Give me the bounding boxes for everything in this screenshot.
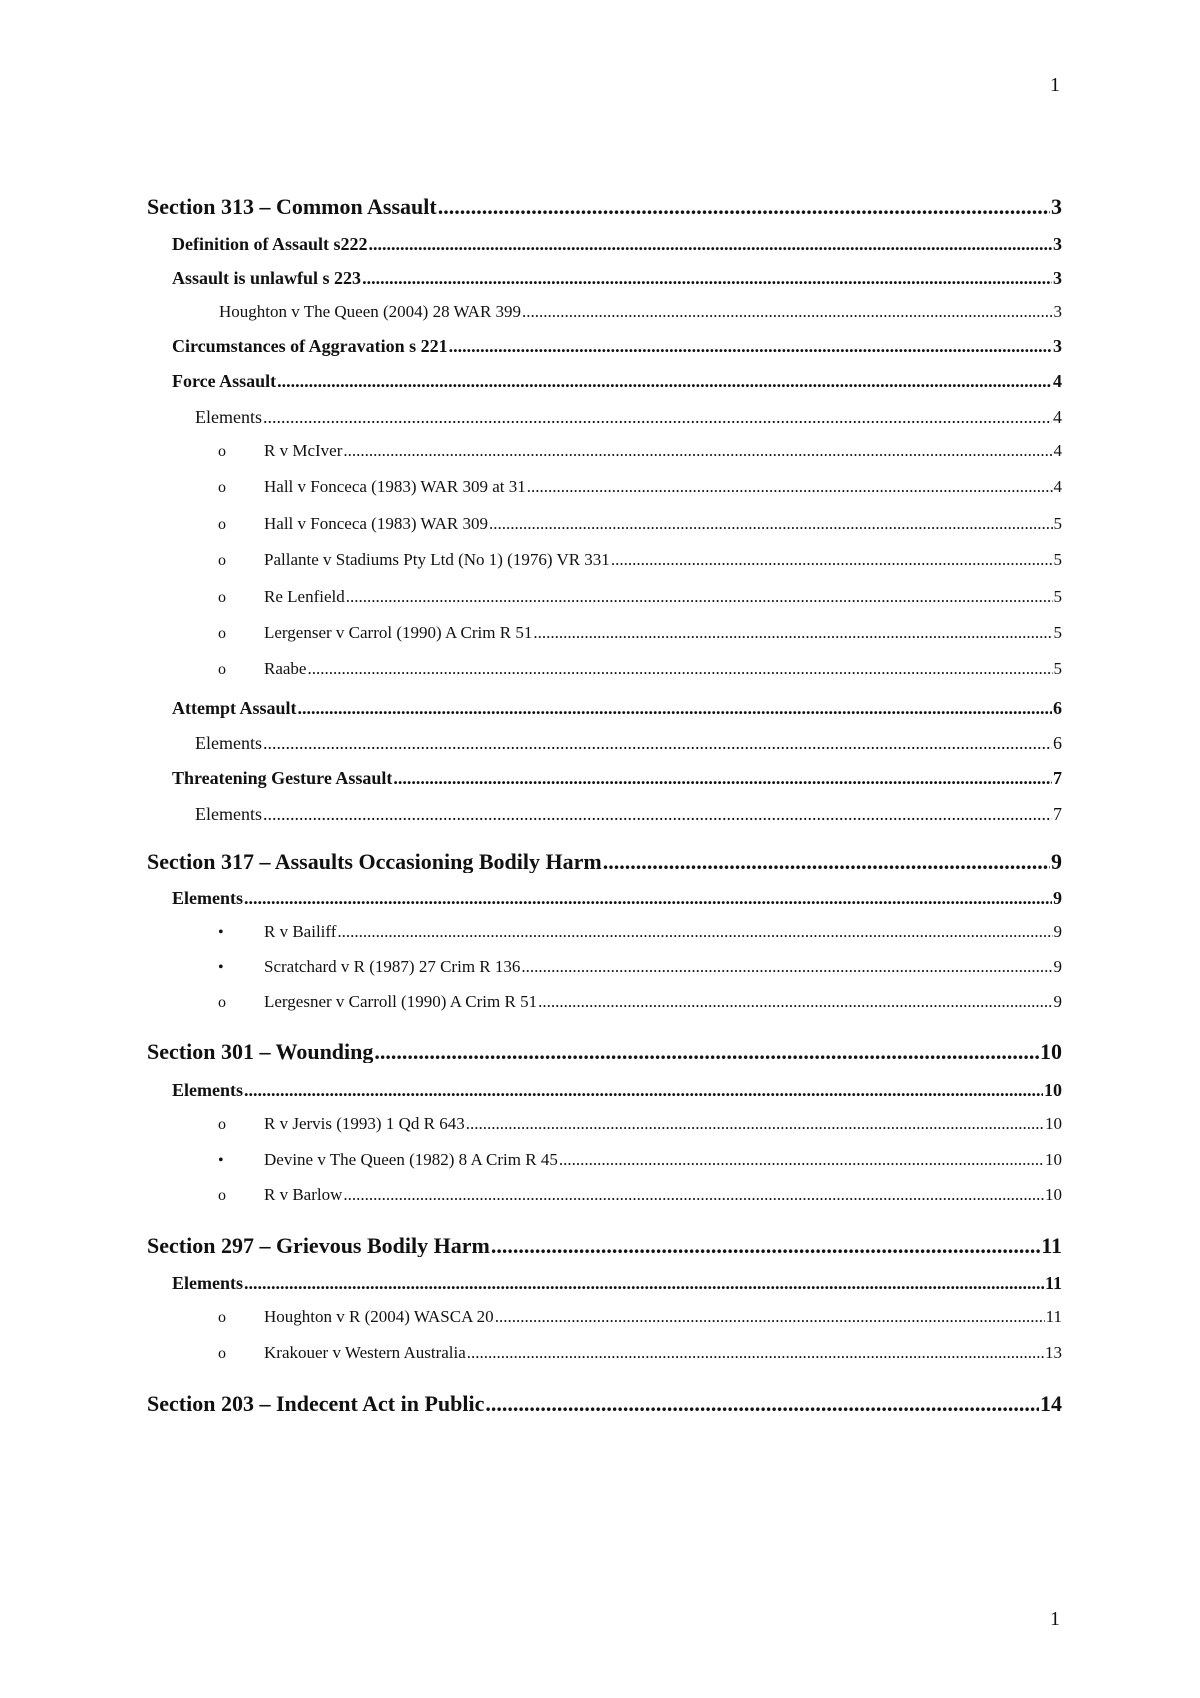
circle-bullet-icon: o [218,1187,226,1204]
toc-entry-page: 10 [1045,1150,1062,1169]
header-page-number: 1 [1050,74,1060,96]
toc-entry-page: 4 [1053,407,1062,427]
dot-leader [343,441,1052,461]
toc-entry[interactable] [147,733,1062,753]
toc-entry-label: Pallante v Stadiums Pty Ltd (No 1) (1976) VR 331 [264,550,610,569]
toc-entry-page: 6 [1053,733,1062,753]
toc-entry-label: Devine v The Queen (1982) 8 A Crim R 45 [264,1150,558,1169]
toc-entry-page: 4 [1053,371,1062,391]
dot-leader [244,1273,1044,1293]
toc-entry-page: 5 [1053,587,1062,606]
dot-leader [521,957,1052,977]
toc-entry-page: 3 [1053,336,1062,356]
toc-entry[interactable] [147,371,1062,391]
toc-entry[interactable] [147,992,1062,1012]
toc-entry[interactable] [147,623,1062,643]
toc-entry-label: Section 317 – Assaults Occasioning Bodily Harm [147,851,602,873]
circle-bullet-icon: o [218,625,226,642]
dot-bullet-icon: • [218,924,224,941]
toc-entry[interactable] [147,407,1062,427]
dot-leader [611,550,1053,570]
toc-entry-page: 3 [1053,234,1062,254]
toc-entry-page: 10 [1044,1080,1062,1100]
toc-entry-page: 9 [1053,957,1062,976]
toc-entry-label: Elements [172,1080,243,1100]
dot-leader [527,477,1053,497]
dot-leader [533,623,1052,643]
circle-bullet-icon: o [218,661,226,678]
dot-leader [603,851,1050,873]
toc-entry[interactable] [147,1080,1062,1100]
toc-entry-label: Krakouer v Western Australia [264,1343,466,1362]
toc-entry-label: Elements [195,733,262,753]
dot-leader [449,336,1052,356]
toc-entry[interactable] [147,888,1062,908]
toc-entry[interactable] [147,768,1062,788]
toc-entry[interactable] [147,851,1062,873]
toc-entry[interactable] [147,1235,1062,1257]
toc-entry-label: R v Jervis (1993) 1 Qd R 643 [264,1114,465,1133]
toc-entry-page: 4 [1053,441,1062,460]
toc-entry[interactable] [147,957,1062,977]
toc-entry-label: Elements [195,407,262,427]
toc-entry-page: 4 [1053,477,1062,496]
circle-bullet-icon: o [218,1345,226,1362]
toc-entry-label: Section 203 – Indecent Act in Public [147,1393,485,1415]
dot-leader [263,733,1052,753]
toc-entry-label: Elements [172,888,243,908]
toc-entry-page: 10 [1045,1114,1062,1133]
toc-entry[interactable] [147,1041,1062,1063]
toc-entry-label: Attempt Assault [172,698,297,718]
toc-entry-label: R v Barlow [264,1185,343,1204]
toc-entry-label: Force Assault [172,371,277,391]
toc-entry[interactable] [147,1114,1062,1134]
toc-entry-page: 13 [1045,1343,1062,1362]
toc-entry[interactable] [147,302,1062,322]
dot-leader [495,1307,1045,1327]
circle-bullet-icon: o [218,1116,226,1133]
toc-entry[interactable] [147,441,1062,461]
toc-entry[interactable] [147,1185,1062,1205]
toc-entry[interactable] [147,1393,1062,1415]
toc-entry-page: 6 [1053,698,1062,718]
toc-entry[interactable] [147,1343,1062,1363]
toc-entry-label: Elements [195,804,262,824]
toc-entry-label: R v McIver [264,441,343,460]
circle-bullet-icon: o [218,516,226,533]
toc-entry-label: Houghton v The Queen (2004) 28 WAR 399 [219,302,522,321]
toc-entry-page: 5 [1053,623,1062,642]
circle-bullet-icon: o [218,443,226,460]
toc-entry-label: Raabe [264,659,307,678]
toc-entry-label: Threatening Gesture Assault [172,768,393,788]
toc-entry-page: 11 [1041,1235,1062,1257]
circle-bullet-icon: o [218,1309,226,1326]
dot-leader [393,768,1052,788]
dot-leader [467,1343,1044,1363]
toc-entry-label: Elements [172,1273,243,1293]
toc-entry[interactable] [147,659,1062,679]
dot-leader [522,302,1052,322]
toc-entry[interactable] [147,698,1062,718]
dot-leader [307,659,1052,679]
toc-entry-page: 9 [1053,992,1062,1011]
dot-leader [369,234,1052,254]
toc-entry-label: Houghton v R (2004) WASCA 20 [264,1307,494,1326]
toc-entry-page: 9 [1051,851,1062,873]
dot-leader [438,196,1050,218]
toc-entry[interactable] [147,336,1062,356]
toc-entry-page: 9 [1053,888,1062,908]
toc-entry-label: Section 301 – Wounding [147,1041,374,1063]
dot-leader [343,1185,1044,1205]
toc-entry[interactable] [147,1150,1062,1170]
toc-entry[interactable] [147,922,1062,942]
dot-leader [263,804,1052,824]
toc-entry-label: Scratchard v R (1987) 27 Crim R 136 [264,957,521,976]
toc-entry[interactable] [147,587,1062,607]
toc-entry-page: 5 [1053,659,1062,678]
toc-entry-label: Assault is unlawful s 223 [172,268,362,288]
toc-entry[interactable] [147,550,1062,570]
toc-entry-page: 3 [1053,268,1062,288]
toc-entry-page: 3 [1051,196,1062,218]
dot-bullet-icon: • [218,959,224,976]
dot-leader [277,371,1052,391]
dot-leader [538,992,1052,1012]
dot-leader [485,1393,1039,1415]
toc-entry-label: Definition of Assault s222 [172,234,368,254]
toc-entry-page: 5 [1053,514,1062,533]
circle-bullet-icon: o [218,552,226,569]
toc-entry-page: 7 [1053,804,1062,824]
toc-entry-label: R v Bailiff [264,922,337,941]
toc-entry[interactable] [147,196,1062,218]
dot-leader [298,698,1053,718]
toc-entry-page: 10 [1040,1041,1062,1063]
toc-entry-label: Re Lenfield [264,587,345,606]
toc-entry-label: Section 297 – Grievous Bodily Harm [147,1235,490,1257]
dot-leader [559,1150,1044,1170]
toc-entry-page: 3 [1053,302,1062,321]
dot-leader [489,514,1053,534]
dot-leader [346,587,1053,607]
toc-entry-page: 5 [1053,550,1062,569]
toc-entry[interactable] [147,268,1062,288]
toc-entry-label: Hall v Fonceca (1983) WAR 309 at 31 [264,477,526,496]
dot-bullet-icon: • [218,1152,224,1169]
toc-entry[interactable] [147,1273,1062,1293]
toc-entry-page: 7 [1053,768,1062,788]
dot-leader [491,1235,1040,1257]
circle-bullet-icon: o [218,479,226,496]
toc-entry-page: 11 [1045,1307,1062,1326]
toc-entry[interactable] [147,804,1062,824]
circle-bullet-icon: o [218,994,226,1011]
dot-leader [466,1114,1044,1134]
toc-entry-page: 10 [1045,1185,1062,1204]
toc-entry-label: Circumstances of Aggravation s 221 [172,336,448,356]
dot-leader [362,268,1052,288]
circle-bullet-icon: o [218,589,226,606]
toc-entry-label: Lergesner v Carroll (1990) A Crim R 51 [264,992,538,1011]
toc-entry-page: 11 [1044,1273,1062,1293]
toc-entry-label: Section 313 – Common Assault [147,196,437,218]
dot-leader [374,1041,1039,1063]
dot-leader [244,1080,1043,1100]
toc-entry[interactable] [147,1307,1062,1327]
toc-entry[interactable] [147,234,1062,254]
toc-entry-label: Lergenser v Carrol (1990) A Crim R 51 [264,623,533,642]
toc-entry-page: 9 [1053,922,1062,941]
dot-leader [337,922,1052,942]
toc-entry[interactable] [147,477,1062,497]
footer-page-number: 1 [1050,1608,1060,1630]
dot-leader [244,888,1052,908]
toc-entry-label: Hall v Fonceca (1983) WAR 309 [264,514,488,533]
toc-entry-page: 14 [1040,1393,1062,1415]
dot-leader [263,407,1052,427]
toc-entry[interactable] [147,514,1062,534]
